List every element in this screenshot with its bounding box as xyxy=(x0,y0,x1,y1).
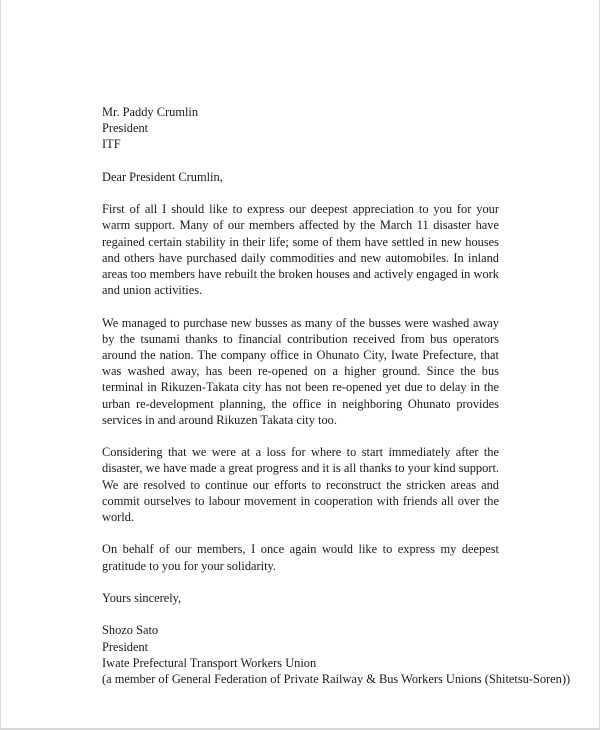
recipient-organization: ITF xyxy=(102,137,121,152)
sender-title: President xyxy=(102,639,149,654)
page-margin-line xyxy=(6,0,7,728)
recipient-name: Mr. Paddy Crumlin xyxy=(102,105,199,119)
paragraph-1: First of all I should like to express our deepest appreciation to you for your warm support. Many of our members affected by the March 11 disaster have regained certain stability in their life; some of them have settled in new houses and others have purchased daily commodities and new automobiles. In inland areas too members have rebuilt the broken houses and actively engaged in work and union activities. xyxy=(102,202,499,298)
sender-affiliation: (a member of General Federation of Private Railway & Bus Workers Unions (Shitetsu-Soren)) xyxy=(102,672,571,686)
paragraph-3: Considering that we were at a loss for where to start immediately after the disaster, we have made a great progress and it is all thanks to your kind support. We are resolved to continue our efforts to reconstruct the stricken areas and commit ourselves to labour movement in cooperation with friends all over the world. xyxy=(102,445,499,525)
sender-name: Shozo Sato xyxy=(102,623,159,638)
paragraph-2: We managed to purchase new busses as many of the busses were washed away by the tsunami thanks to financial contribution received from bus operators around the nation. The company office in Ohunato City, Iwate Prefecture, that was washed away, has been re-opened on a higher ground. Since the bus terminal in Rikuzen-Takata city has not been re-opened yet due to delay in the urban re-development planning, the office in neighboring Ohunato provides services in and around Rikuzen Takata city too. xyxy=(102,315,499,427)
sender-organization: Iwate Prefectural Transport Workers Union xyxy=(102,655,317,670)
recipient-title: President xyxy=(102,121,149,136)
closing: Yours sincerely, xyxy=(102,591,182,605)
letter-body xyxy=(102,104,571,687)
page-margin-line xyxy=(593,0,594,728)
salutation: Dear President Crumlin, xyxy=(102,169,223,184)
paragraph-4: On behalf of our members, I once again would like to express my deepest gratitude to you for your solidarity. xyxy=(102,542,499,573)
signature-block xyxy=(102,622,571,687)
recipient-address xyxy=(102,104,499,153)
